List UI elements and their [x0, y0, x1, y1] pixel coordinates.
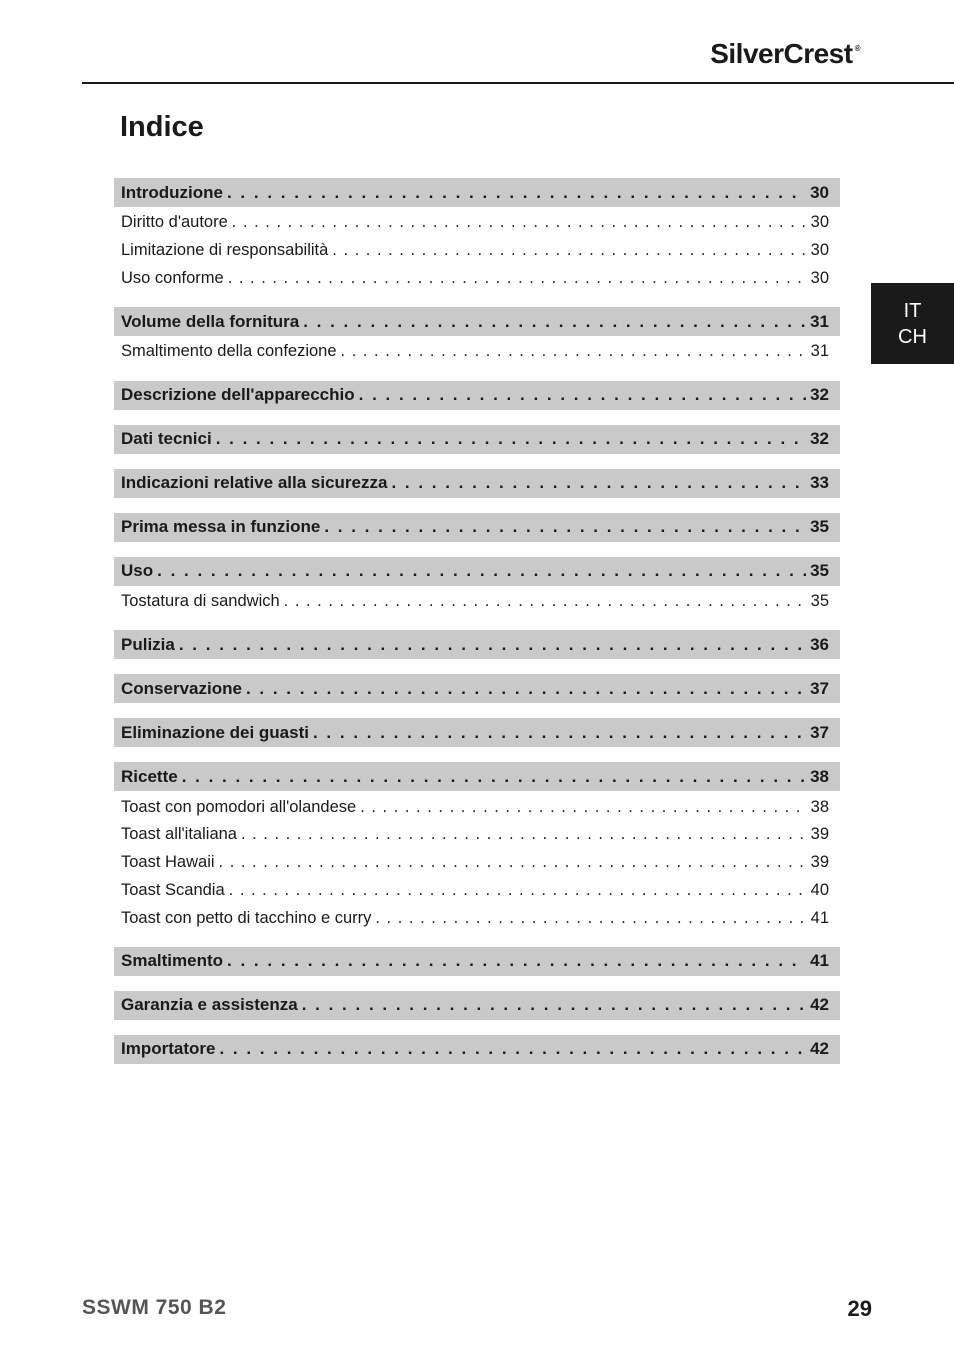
toc-section-page: 35: [810, 561, 829, 581]
toc-section-page: 31: [810, 311, 829, 331]
toc-section-title: Uso: [121, 561, 154, 581]
toc-subentry-title: Toast all'italiana: [121, 825, 237, 844]
dot-leader: [219, 1039, 806, 1059]
dot-leader: [284, 592, 807, 611]
dot-leader: [229, 881, 807, 900]
toc-section-title: Ricette: [121, 766, 178, 786]
dot-leader: [227, 183, 806, 203]
toc-subentry-page: 35: [810, 592, 829, 611]
dot-leader: [303, 312, 806, 332]
brand-name: SilverCrest: [710, 38, 853, 69]
toc-section: [114, 762, 840, 931]
toc-section-page: 30: [810, 182, 829, 202]
toc-section-page: 41: [810, 951, 829, 971]
toc-section: [114, 991, 840, 1020]
toc-subentry[interactable]: [114, 209, 840, 237]
toc-subentry[interactable]: [114, 849, 840, 877]
toc-subentry-page: 39: [810, 853, 829, 872]
dot-leader: [241, 825, 807, 844]
toc-section-title: Importatore: [121, 1039, 216, 1059]
toc-subentry-title: Tostatura di sandwich: [121, 592, 280, 611]
toc-subentry-title: Toast con pomodori all'olandese: [121, 797, 357, 816]
toc-subentry-title: Smaltimento della confezione: [121, 342, 337, 361]
toc-section: [114, 425, 840, 454]
toc-section: [114, 674, 840, 703]
dot-leader: [219, 853, 807, 872]
brand-logo: [710, 38, 860, 70]
dot-leader: [332, 241, 806, 260]
toc-section-page: 36: [810, 634, 829, 654]
toc-section-entry[interactable]: [114, 718, 840, 747]
toc-section-title: Volume della fornitura: [121, 311, 300, 331]
toc-section-page: 38: [810, 766, 829, 786]
dot-leader: [179, 635, 806, 655]
toc-subentry[interactable]: [114, 264, 840, 292]
footer-page-number: 29: [847, 1296, 872, 1321]
toc-section-title: Introduzione: [121, 182, 223, 202]
toc-subentry-title: Toast Hawaii: [121, 853, 215, 872]
toc-section-entry[interactable]: [114, 425, 840, 454]
language-tab: [871, 283, 954, 364]
toc-section: [114, 307, 840, 366]
dot-leader: [227, 951, 806, 971]
toc-section-page: 37: [810, 722, 829, 742]
registered-mark: ®: [854, 44, 860, 53]
toc-section: [114, 718, 840, 747]
toc-subentry-list: [114, 586, 840, 616]
toc-subentry-page: 30: [810, 268, 829, 287]
toc-subentry[interactable]: [114, 877, 840, 905]
toc-subentry-page: 39: [810, 825, 829, 844]
footer-model: SSWM 750 B2: [82, 1296, 227, 1319]
dot-leader: [341, 342, 807, 361]
toc-section-entry[interactable]: [114, 557, 840, 586]
language-code-ch: CH: [898, 325, 927, 348]
toc-subentry-title: Diritto d'autore: [121, 213, 228, 232]
toc-section-page: 32: [810, 429, 829, 449]
toc-section-entry[interactable]: [114, 630, 840, 659]
toc-section-page: 37: [810, 678, 829, 698]
toc-section-entry[interactable]: [114, 991, 840, 1020]
toc-section: [114, 630, 840, 659]
dot-leader: [324, 517, 806, 537]
dot-leader: [216, 429, 806, 449]
toc-section-title: Pulizia: [121, 634, 175, 654]
toc-section-page: 42: [810, 1039, 829, 1059]
toc-subentry-page: 30: [810, 213, 829, 232]
toc-section: [114, 381, 840, 410]
toc-section-title: Conservazione: [121, 678, 242, 698]
toc-subentry[interactable]: [114, 793, 840, 821]
toc-section: [114, 1035, 840, 1064]
toc-subentry-page: 40: [810, 880, 829, 899]
dot-leader: [302, 995, 806, 1015]
dot-leader: [228, 269, 807, 288]
toc-section-entry[interactable]: [114, 947, 840, 976]
toc-section-entry[interactable]: [114, 762, 840, 791]
toc-section: [114, 513, 840, 542]
toc-section-title: Dati tecnici: [121, 429, 212, 449]
toc-section-entry[interactable]: [114, 381, 840, 410]
toc-subentry[interactable]: [114, 904, 840, 932]
toc-section-entry[interactable]: [114, 1035, 840, 1064]
toc-subentry-title: Toast con petto di tacchino e curry: [121, 908, 372, 927]
toc-subentry[interactable]: [114, 821, 840, 849]
toc-section-entry[interactable]: [114, 307, 840, 336]
toc-subentry[interactable]: [114, 588, 840, 616]
toc-section-entry[interactable]: [114, 674, 840, 703]
toc-section-title: Indicazioni relative alla sicurezza: [121, 473, 388, 493]
toc-subentry-page: 38: [810, 797, 829, 816]
toc-section-title: Eliminazione dei guasti: [121, 722, 309, 742]
dot-leader: [246, 679, 806, 699]
toc-subentry[interactable]: [114, 237, 840, 265]
table-of-contents: [114, 178, 840, 1079]
toc-section-title: Prima messa in funzione: [121, 517, 321, 537]
toc-section: [114, 469, 840, 498]
toc-section-title: Smaltimento: [121, 951, 224, 971]
dot-leader: [359, 385, 806, 405]
dot-leader: [360, 798, 806, 817]
toc-section: [114, 947, 840, 976]
toc-section-page: 33: [810, 473, 829, 493]
toc-subentry-list: [114, 336, 840, 366]
toc-subentry[interactable]: [114, 338, 840, 366]
dot-leader: [375, 909, 806, 928]
toc-subentry-page: 41: [810, 908, 829, 927]
toc-section-page: 35: [810, 517, 829, 537]
dot-leader: [232, 213, 807, 232]
dot-leader: [391, 473, 806, 493]
toc-subentry-page: 31: [810, 342, 829, 361]
toc-section-title: Descrizione dell'apparecchio: [121, 385, 355, 405]
toc-subentry-title: Limitazione di responsabilità: [121, 241, 329, 260]
dot-leader: [157, 561, 806, 581]
toc-subentry-list: [114, 791, 840, 931]
toc-subentry-title: Uso conforme: [121, 268, 224, 287]
dot-leader: [182, 767, 806, 787]
header-rule: [82, 82, 954, 84]
toc-section: [114, 557, 840, 616]
dot-leader: [313, 723, 806, 743]
toc-section-entry[interactable]: [114, 469, 840, 498]
toc-section-entry[interactable]: [114, 513, 840, 542]
toc-section-page: 42: [810, 995, 829, 1015]
toc-section-page: 32: [810, 385, 829, 405]
toc-section: [114, 178, 840, 292]
language-code-it: IT: [903, 299, 922, 322]
toc-section-entry[interactable]: [114, 178, 840, 207]
toc-subentry-title: Toast Scandia: [121, 880, 225, 899]
toc-subentry-list: [114, 207, 840, 292]
toc-subentry-page: 30: [810, 241, 829, 260]
toc-section-title: Garanzia e assistenza: [121, 995, 298, 1015]
page-title: Indice: [120, 111, 204, 143]
